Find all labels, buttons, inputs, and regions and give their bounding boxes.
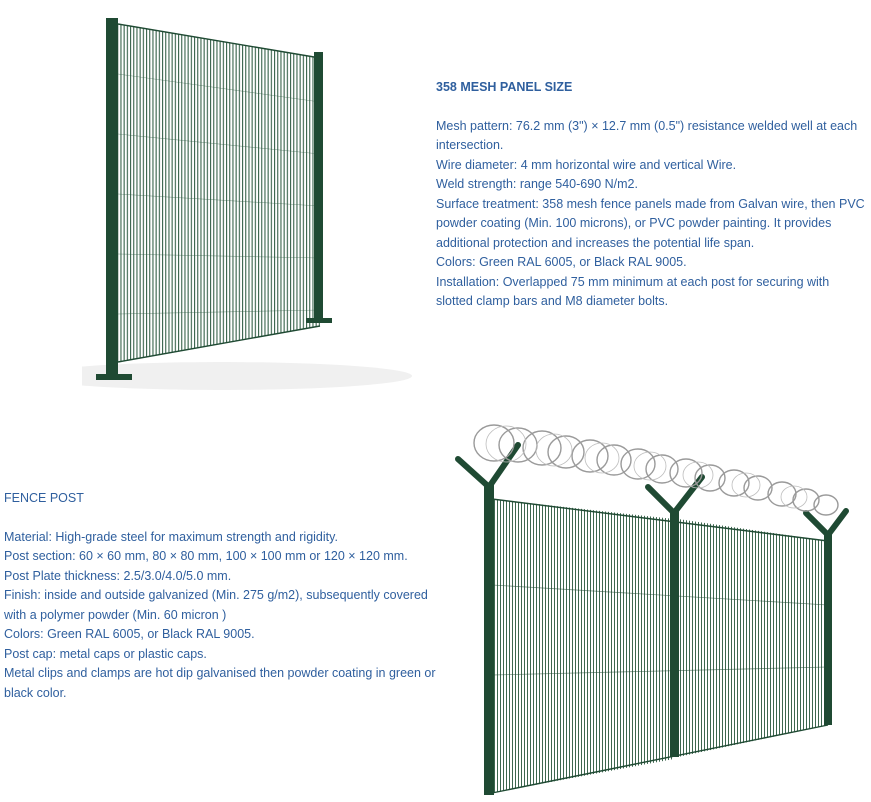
spec-finish: Finish: inside and outside galvanized (Min. 275 g/m2), subsequently covered with a polymer powder (Min. 60 micron ) (4, 588, 428, 622)
spec-weld-strength: Weld strength: range 540-690 N/m2. (436, 177, 638, 191)
spec-colors: Colors: Green RAL 6005, or Black RAL 9005. (436, 255, 687, 269)
mesh-panel-section (436, 78, 868, 312)
spec-mesh-pattern: Mesh pattern: 76.2 mm (3") × 12.7 mm (0.5") resistance welded well at each intersection. (436, 118, 858, 152)
spec-plate-thickness: Post Plate thickness: 2.5/3.0/4.0/5.0 mm. (4, 568, 232, 583)
fence-post-image (446, 415, 858, 795)
spec-post-cap: Post cap: metal caps or plastic caps. (4, 646, 207, 661)
fence-with-razor-wire-illustration (446, 415, 858, 795)
spec-clips-clamps: Metal clips and clamps are hot dip galvanised then powder coating in green or black color. (4, 666, 436, 700)
spec-post-section: Post section: 60 × 60 mm, 80 × 80 mm, 100 × 100 mm or 120 × 120 mm. (4, 549, 408, 563)
fence-post-title: FENCE POST (4, 491, 84, 505)
spec-wire-diameter: Wire diameter: 4 mm horizontal wire and vertical Wire. (436, 157, 737, 172)
spec-surface-treatment: Surface treatment: 358 mesh fence panels made from Galvan wire, then PVC powder coating (Min. 100 microns), or PVC powder painting. It provides additional protection and increases the potential life span. (436, 196, 865, 250)
fence-post-section (4, 489, 436, 703)
spec-material: Material: High-grade steel for maximum strength and rigidity. (4, 529, 338, 544)
razor-wire (474, 425, 838, 515)
mesh-panel-image (82, 14, 422, 390)
spec-post-colors: Colors: Green RAL 6005, or Black RAL 9005. (4, 627, 255, 641)
spec-installation: Installation: Overlapped 75 mm minimum at each post for securing with slotted clamp bars and M8 diameter bolts. (436, 274, 830, 308)
mesh-panel-spec-list (436, 117, 868, 312)
mesh-panel-title: 358 MESH PANEL SIZE (436, 80, 573, 94)
mesh-panel-illustration (82, 14, 422, 390)
fence-post-spec-list (4, 528, 436, 704)
